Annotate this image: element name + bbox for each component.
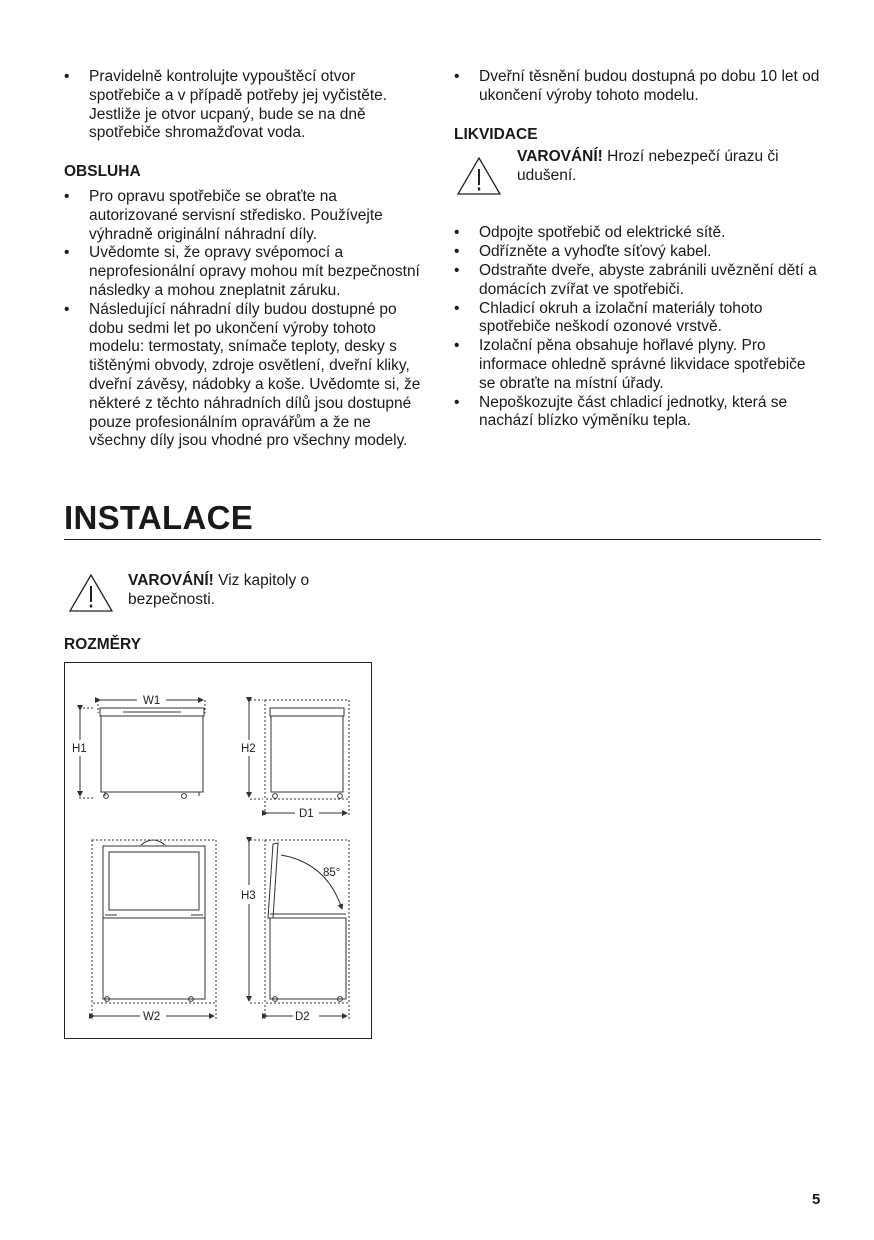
dimension-label-h1: H1	[72, 743, 87, 755]
list-item: • Odpojte spotřebič od elektrické sítě.	[454, 224, 820, 243]
list-item: • Dveřní těsnění budou dostupná po dobu 10 let od ukončení výroby tohoto modelu.	[454, 68, 820, 106]
dimension-label-d2: D2	[295, 1011, 310, 1023]
dimension-label-h3: H3	[241, 890, 256, 902]
list-item: • Odřízněte a vyhoďte síťový kabel.	[454, 243, 820, 262]
warning-triangle-icon	[456, 156, 502, 196]
section-heading-obsluha: OBSLUHA	[64, 163, 141, 181]
section-heading-likvidace: LIKVIDACE	[454, 125, 538, 143]
page-number: 5	[812, 1191, 821, 1208]
list-item: • Následující náhradní díly budou dostupné po dobu sedmi let po ukončení výroby tohoto modelu: termostaty, snímače teploty, desky s tištěnými obvody, zdroje osvětlení, dveřní kliky, dveřní závěsy, nádobky a koše. Uvědomte si, že některé z těchto náhradních dílů jsou dostupné pouze profesionálním opravářům a že ne všechny díly jsou vhodné pro všechny modely.	[64, 301, 426, 451]
list-item: • Odstraňte dveře, abyste zabránili uvěznění dětí a domácích zvířat ve spotřebiči.	[454, 262, 820, 300]
warning-triangle-icon	[68, 573, 114, 613]
angle-label: 85°	[323, 867, 341, 879]
dimensions-diagram	[65, 663, 371, 1038]
dimension-label-w1: W1	[143, 695, 161, 707]
warning-label: VAROVÁNÍ!	[517, 148, 603, 166]
open-front-view-drawing	[92, 840, 216, 1020]
list-item: • Uvědomte si, že opravy svépomocí a neprofesionální opravy mohou mít bezpečnostní následky a mohou zneplatnit záruku.	[64, 244, 426, 300]
dimensions-figure	[64, 662, 372, 1039]
dimension-label-h2: H2	[241, 743, 256, 755]
list-item: • Pravidelně kontrolujte vypouštěcí otvor spotřebiče a v případě potřeby jej vyčistěte. Jestliže je otvor ucpaný, bude se na dně spotřebiče shromažďovat voda.	[64, 68, 426, 143]
chapter-title: INSTALACE	[64, 499, 254, 536]
list-item: • Nepoškozujte část chladicí jednotky, která se nachází blízko výměníku tepla.	[454, 394, 820, 432]
maintenance-list	[64, 68, 426, 143]
likvidace-list	[454, 224, 820, 431]
list-item: • Chladicí okruh a izolační materiály tohoto spotřebiče neškodí ozonové vrstvě.	[454, 300, 820, 338]
side-view-drawing	[249, 700, 349, 817]
warning-text: Hrozí nebezpečí úrazu či udušení.	[517, 148, 779, 185]
section-heading-rozmery: ROZMĚRY	[64, 636, 141, 653]
list-item: • Izolační pěna obsahuje hořlavé plyny. Pro informace ohledně správné likvidace spotřebiče se obraťte na místní úřady.	[454, 337, 820, 393]
chapter-divider	[64, 539, 821, 540]
right-column	[454, 68, 820, 431]
gasket-list	[454, 68, 820, 106]
dimension-label-w2: W2	[143, 1011, 161, 1023]
instalace-warning	[66, 571, 386, 615]
list-item: • Pro opravu spotřebiče se obraťte na autorizované servisní středisko. Používejte výhradně originální náhradní díly.	[64, 188, 426, 244]
left-column	[64, 68, 426, 451]
front-view-drawing	[79, 700, 205, 798]
dimension-label-d1: D1	[299, 808, 314, 820]
obsluha-list	[64, 188, 426, 451]
warning-label: VAROVÁNÍ!	[128, 572, 214, 589]
likvidace-warning	[454, 148, 820, 224]
warning-text: Viz kapitoly o bezpečnosti.	[128, 572, 310, 608]
